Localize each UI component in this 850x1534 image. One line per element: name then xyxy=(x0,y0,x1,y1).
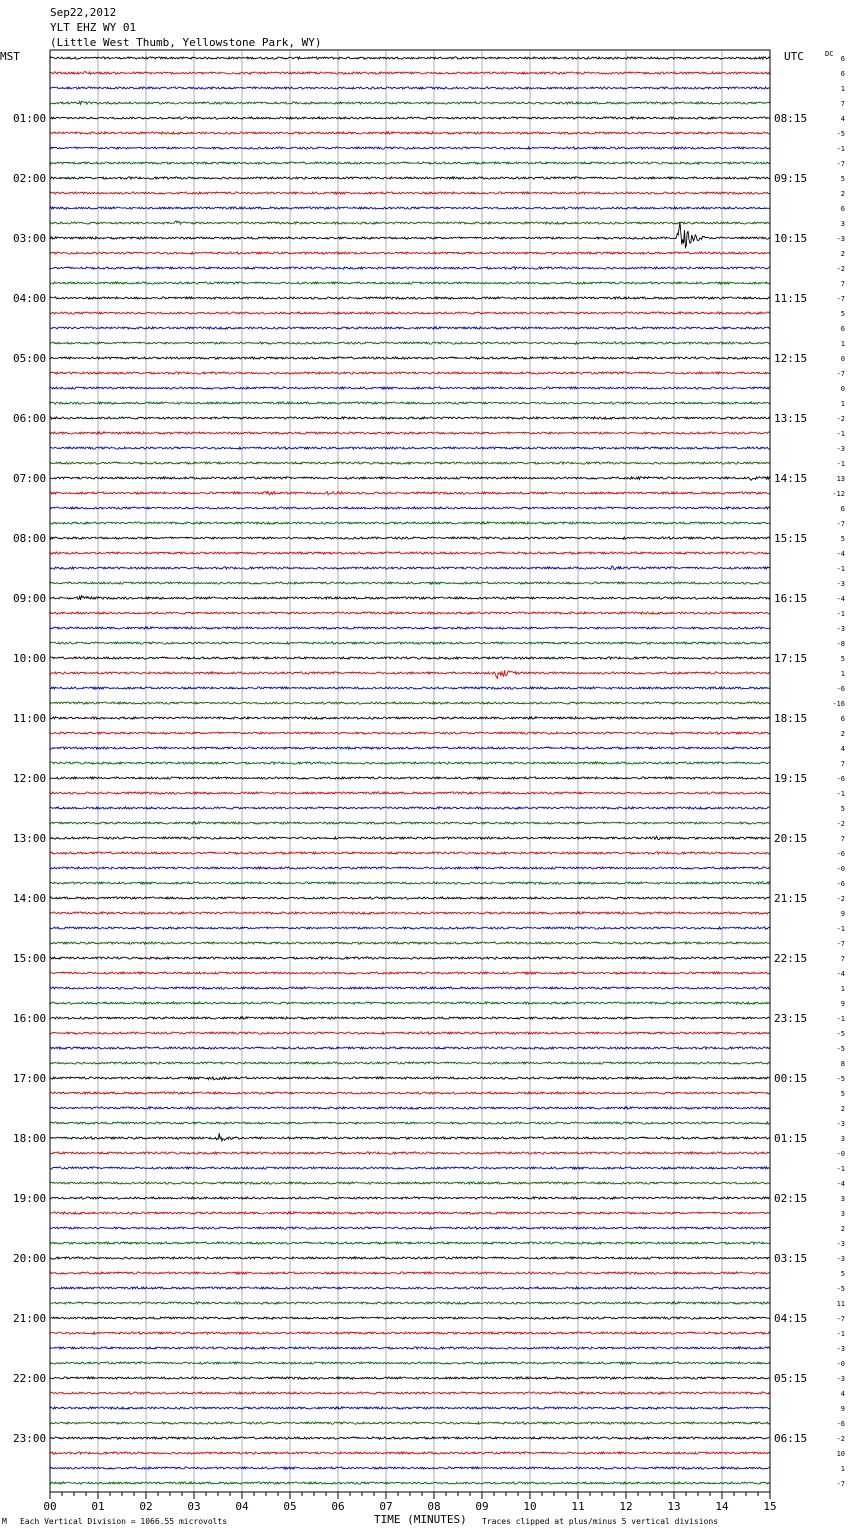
utc-label: 11:15 xyxy=(774,292,808,305)
trace-13 xyxy=(50,252,770,254)
dc-offset: -3 xyxy=(836,1240,845,1248)
dc-offset: -7 xyxy=(836,1315,845,1323)
dc-offset: -6 xyxy=(836,850,845,858)
mst-label: 23:00 xyxy=(13,1432,47,1445)
trace-31 xyxy=(50,522,770,524)
header-date: Sep22,2012 xyxy=(50,6,117,19)
dc-offset: -3 xyxy=(836,445,845,453)
dc-offset: -7 xyxy=(836,160,845,168)
dc-offset: -2 xyxy=(836,895,845,903)
dc-offset: -1 xyxy=(836,610,845,618)
utc-label: 05:15 xyxy=(774,1372,808,1385)
dc-offset-labels xyxy=(832,55,845,1488)
trace-21 xyxy=(50,372,770,374)
trace-26 xyxy=(50,447,770,449)
dc-offset: 7 xyxy=(840,280,845,288)
dc-offset: 6 xyxy=(840,505,845,513)
trace-44 xyxy=(50,717,770,719)
mst-label: 14:00 xyxy=(13,892,47,905)
dc-offset: 9 xyxy=(840,1405,845,1413)
mst-label: 22:00 xyxy=(13,1372,47,1385)
utc-label: 01:15 xyxy=(774,1132,808,1145)
dc-offset: 3 xyxy=(840,1135,845,1143)
trace-45 xyxy=(50,732,770,734)
dc-offset: -1 xyxy=(836,1165,845,1173)
dc-offset: -1 xyxy=(836,565,845,573)
trace-1 xyxy=(50,71,770,74)
trace-87 xyxy=(50,1362,770,1364)
mst-label: 17:00 xyxy=(13,1072,47,1085)
trace-65 xyxy=(50,1032,770,1034)
utc-hour-labels xyxy=(774,112,807,1445)
plot-frame xyxy=(50,50,770,1492)
dc-offset: 4 xyxy=(840,745,845,753)
x-tick-label: 15 xyxy=(763,1500,777,1513)
dc-offset: -0 xyxy=(836,1360,845,1368)
dc-offset: -1 xyxy=(836,430,845,438)
dc-offset: -4 xyxy=(836,595,845,603)
trace-46 xyxy=(50,747,770,749)
trace-69 xyxy=(50,1092,770,1094)
footer-mark: M xyxy=(2,1517,7,1526)
dc-offset: -16 xyxy=(832,700,845,708)
utc-label: 08:15 xyxy=(774,112,808,125)
mst-label: 18:00 xyxy=(13,1132,47,1145)
mst-label: 07:00 xyxy=(13,472,47,485)
header-station: YLT EHZ WY 01 xyxy=(50,21,137,34)
trace-75 xyxy=(50,1182,770,1184)
dc-offset: 11 xyxy=(836,1300,845,1308)
trace-22 xyxy=(50,387,770,389)
trace-27 xyxy=(50,462,770,464)
trace-78 xyxy=(50,1227,770,1229)
mst-label: 15:00 xyxy=(13,952,47,965)
trace-49 xyxy=(50,792,770,794)
trace-52 xyxy=(50,836,770,839)
mst-label: 05:00 xyxy=(13,352,47,365)
trace-95 xyxy=(50,1482,770,1484)
trace-77 xyxy=(50,1212,770,1214)
utc-label: 06:15 xyxy=(774,1432,808,1445)
dc-offset: -7 xyxy=(836,1480,845,1488)
trace-83 xyxy=(50,1302,770,1304)
trace-39 xyxy=(50,642,770,644)
utc-label: 17:15 xyxy=(774,652,808,665)
utc-label: 19:15 xyxy=(774,772,808,785)
trace-80 xyxy=(50,1257,770,1259)
trace-42 xyxy=(50,687,770,689)
dc-offset: 6 xyxy=(840,70,845,78)
x-tick-label: 10 xyxy=(523,1500,537,1513)
trace-67 xyxy=(50,1062,770,1064)
header-location: (Little West Thumb, Yellowstone Park, WY) xyxy=(50,36,322,49)
trace-84 xyxy=(50,1317,770,1319)
dc-offset: 5 xyxy=(840,655,845,663)
x-tick-label: 04 xyxy=(235,1500,249,1513)
left-axis-label: MST xyxy=(0,50,20,63)
trace-29 xyxy=(50,491,770,495)
trace-60 xyxy=(50,957,770,959)
utc-label: 14:15 xyxy=(774,472,808,485)
clip-note: Traces clipped at plus/minus 5 vertical divisions xyxy=(482,1517,719,1526)
right-axis-label: UTC xyxy=(784,50,804,63)
dc-offset: 0 xyxy=(840,355,845,363)
x-tick-label: 06 xyxy=(331,1500,345,1513)
dc-offset: 2 xyxy=(840,190,845,198)
dc-offset: 5 xyxy=(840,310,845,318)
dc-offset: -1 xyxy=(836,1330,845,1338)
dc-offset: 5 xyxy=(840,1270,845,1278)
utc-label: 09:15 xyxy=(774,172,808,185)
trace-19 xyxy=(50,342,770,344)
utc-label: 20:15 xyxy=(774,832,808,845)
dc-offset: -7 xyxy=(836,520,845,528)
mst-hour-labels xyxy=(13,112,46,1445)
dc-offset: -5 xyxy=(836,1045,845,1053)
dc-offset: -5 xyxy=(836,1030,845,1038)
dc-offset: -2 xyxy=(836,265,845,273)
dc-offset: -6 xyxy=(836,880,845,888)
dc-offset: -5 xyxy=(836,1285,845,1293)
dc-offset: -1 xyxy=(836,790,845,798)
trace-4 xyxy=(50,117,770,119)
trace-2 xyxy=(50,87,770,89)
trace-85 xyxy=(50,1332,770,1334)
trace-10 xyxy=(50,207,770,209)
time-gridlines xyxy=(98,50,722,1492)
dc-offset: 6 xyxy=(840,55,845,63)
dc-offset: 2 xyxy=(840,250,845,258)
dc-offset: -3 xyxy=(836,1375,845,1383)
dc-offset: -0 xyxy=(836,865,845,873)
dc-offset: -2 xyxy=(836,415,845,423)
mst-label: 13:00 xyxy=(13,832,47,845)
dc-offset: -7 xyxy=(836,295,845,303)
x-axis-ticks xyxy=(43,1492,776,1513)
dc-offset: -8 xyxy=(836,640,845,648)
dc-offset: -4 xyxy=(836,1180,845,1188)
trace-59 xyxy=(50,942,770,944)
dc-offset: -3 xyxy=(836,1255,845,1263)
trace-12 xyxy=(50,222,770,247)
trace-32 xyxy=(50,537,770,539)
dc-offset: 10 xyxy=(836,1450,845,1458)
dc-offset: -4 xyxy=(836,550,845,558)
dc-offset: 6 xyxy=(840,715,845,723)
trace-17 xyxy=(50,312,770,314)
x-axis-title: TIME (MINUTES) xyxy=(374,1513,467,1526)
utc-label: 02:15 xyxy=(774,1192,808,1205)
dc-offset: 7 xyxy=(840,100,845,108)
x-tick-label: 13 xyxy=(667,1500,681,1513)
dc-offset: -3 xyxy=(836,1120,845,1128)
dc-offset: 3 xyxy=(840,1195,845,1203)
trace-53 xyxy=(50,852,770,854)
utc-label: 10:15 xyxy=(774,232,808,245)
trace-54 xyxy=(50,867,770,869)
utc-label: 03:15 xyxy=(774,1252,808,1265)
trace-70 xyxy=(50,1107,770,1109)
mst-label: 06:00 xyxy=(13,412,47,425)
trace-40 xyxy=(50,657,770,659)
dc-offset: -7 xyxy=(836,940,845,948)
dc-offset: 1 xyxy=(840,340,845,348)
trace-72 xyxy=(50,1133,770,1141)
trace-36 xyxy=(50,596,770,600)
trace-20 xyxy=(50,357,770,359)
trace-73 xyxy=(50,1152,770,1154)
utc-label: 18:15 xyxy=(774,712,808,725)
utc-label: 16:15 xyxy=(774,592,808,605)
dc-offset: 4 xyxy=(840,1390,845,1398)
utc-label: 13:15 xyxy=(774,412,808,425)
mst-label: 19:00 xyxy=(13,1192,47,1205)
dc-offset: -6 xyxy=(836,775,845,783)
dc-offset: -2 xyxy=(836,820,845,828)
trace-89 xyxy=(50,1392,770,1394)
vertical-scale-note: Each Vertical Division = 1066.55 microvolts xyxy=(20,1517,228,1526)
dc-offset: 1 xyxy=(840,1465,845,1473)
dc-offset: -0 xyxy=(836,1150,845,1158)
utc-label: 22:15 xyxy=(774,952,808,965)
trace-48 xyxy=(50,777,770,779)
trace-24 xyxy=(50,417,770,419)
dc-offset: -1 xyxy=(836,145,845,153)
dc-offset: 13 xyxy=(836,475,845,483)
trace-18 xyxy=(50,327,770,329)
dc-offset: 2 xyxy=(840,1225,845,1233)
dc-offset: 1 xyxy=(840,400,845,408)
mst-label: 03:00 xyxy=(13,232,47,245)
dc-offset: 8 xyxy=(840,1060,845,1068)
dc-offset: -12 xyxy=(832,490,845,498)
dc-offset: 5 xyxy=(840,175,845,183)
dc-offset: -3 xyxy=(836,235,845,243)
dc-offset: 4 xyxy=(840,115,845,123)
trace-14 xyxy=(50,267,770,269)
trace-79 xyxy=(50,1242,770,1244)
dc-offset: 9 xyxy=(840,1000,845,1008)
mst-label: 21:00 xyxy=(13,1312,47,1325)
trace-51 xyxy=(50,822,770,824)
trace-43 xyxy=(50,702,770,704)
x-tick-label: 01 xyxy=(91,1500,105,1513)
trace-91 xyxy=(50,1422,770,1424)
dc-offset: 6 xyxy=(840,205,845,213)
trace-93 xyxy=(50,1452,770,1454)
trace-88 xyxy=(50,1377,770,1379)
mst-label: 08:00 xyxy=(13,532,47,545)
mst-label: 16:00 xyxy=(13,1012,47,1025)
dc-offset: -1 xyxy=(836,925,845,933)
dc-offset: 5 xyxy=(840,535,845,543)
trace-76 xyxy=(50,1197,770,1199)
x-tick-label: 09 xyxy=(475,1500,489,1513)
mst-label: 11:00 xyxy=(13,712,47,725)
dc-offset: -1 xyxy=(836,1015,845,1023)
dc-offset: 2 xyxy=(840,730,845,738)
trace-56 xyxy=(50,897,770,899)
mst-label: 04:00 xyxy=(13,292,47,305)
trace-92 xyxy=(50,1437,770,1439)
mst-label: 12:00 xyxy=(13,772,47,785)
trace-25 xyxy=(50,432,770,434)
dc-offset: 7 xyxy=(840,955,845,963)
trace-57 xyxy=(50,912,770,914)
trace-28 xyxy=(50,477,770,481)
dc-offset: 0 xyxy=(840,385,845,393)
trace-66 xyxy=(50,1047,770,1049)
trace-23 xyxy=(50,402,770,404)
trace-71 xyxy=(50,1122,770,1124)
dc-offset: -1 xyxy=(836,460,845,468)
trace-82 xyxy=(50,1287,770,1289)
trace-74 xyxy=(50,1167,770,1169)
dc-offset: 1 xyxy=(840,85,845,93)
trace-11 xyxy=(50,221,770,225)
dc-offset: 1 xyxy=(840,985,845,993)
utc-label: 04:15 xyxy=(774,1312,808,1325)
trace-61 xyxy=(50,972,770,974)
trace-47 xyxy=(50,762,770,764)
dc-offset: 7 xyxy=(840,760,845,768)
trace-55 xyxy=(50,882,770,884)
x-tick-label: 00 xyxy=(43,1500,57,1513)
trace-33 xyxy=(50,552,770,554)
dc-offset: -5 xyxy=(836,130,845,138)
dc-offset: 2 xyxy=(840,1105,845,1113)
x-tick-label: 05 xyxy=(283,1500,297,1513)
dc-offset: -7 xyxy=(836,370,845,378)
trace-50 xyxy=(50,807,770,809)
trace-16 xyxy=(50,297,770,299)
mst-label: 10:00 xyxy=(13,652,47,665)
x-tick-label: 03 xyxy=(187,1500,201,1513)
utc-label: 23:15 xyxy=(774,1012,808,1025)
x-tick-label: 14 xyxy=(715,1500,729,1513)
dc-label: DC xyxy=(825,50,834,58)
trace-35 xyxy=(50,582,770,584)
x-tick-label: 08 xyxy=(427,1500,441,1513)
mst-label: 02:00 xyxy=(13,172,47,185)
dc-offset: 5 xyxy=(840,1090,845,1098)
trace-94 xyxy=(50,1467,770,1469)
trace-15 xyxy=(50,282,770,284)
trace-38 xyxy=(50,627,770,629)
mst-label: 01:00 xyxy=(13,112,47,125)
mst-label: 09:00 xyxy=(13,592,47,605)
x-tick-label: 12 xyxy=(619,1500,633,1513)
trace-81 xyxy=(50,1272,770,1274)
dc-offset: 9 xyxy=(840,910,845,918)
utc-label: 15:15 xyxy=(774,532,808,545)
dc-offset: -5 xyxy=(836,1075,845,1083)
dc-offset: 3 xyxy=(840,220,845,228)
trace-58 xyxy=(50,927,770,929)
utc-label: 00:15 xyxy=(774,1072,808,1085)
dc-offset: 5 xyxy=(840,805,845,813)
x-tick-label: 07 xyxy=(379,1500,393,1513)
trace-64 xyxy=(50,1017,770,1019)
trace-0 xyxy=(50,57,770,59)
trace-7 xyxy=(50,162,770,164)
dc-offset: 7 xyxy=(840,835,845,843)
trace-6 xyxy=(50,147,770,149)
dc-offset: -6 xyxy=(836,1420,845,1428)
dc-offset: -2 xyxy=(836,1435,845,1443)
trace-34 xyxy=(50,566,770,570)
trace-41 xyxy=(50,670,770,678)
utc-label: 21:15 xyxy=(774,892,808,905)
dc-offset: -3 xyxy=(836,625,845,633)
dc-offset: -3 xyxy=(836,580,845,588)
dc-offset: -4 xyxy=(836,970,845,978)
trace-90 xyxy=(50,1407,770,1409)
trace-62 xyxy=(50,987,770,989)
x-tick-label: 02 xyxy=(139,1500,153,1513)
trace-86 xyxy=(50,1347,770,1349)
utc-label: 12:15 xyxy=(774,352,808,365)
trace-63 xyxy=(50,1002,770,1004)
seismic-traces xyxy=(50,57,770,1484)
trace-3 xyxy=(50,101,770,104)
trace-37 xyxy=(50,612,770,614)
dc-offset: -6 xyxy=(836,685,845,693)
trace-9 xyxy=(50,192,770,194)
dc-offset: 1 xyxy=(840,670,845,678)
mst-label: 20:00 xyxy=(13,1252,47,1265)
trace-8 xyxy=(50,177,770,179)
trace-5 xyxy=(50,132,770,134)
dc-offset: 3 xyxy=(840,1210,845,1218)
trace-68 xyxy=(50,1077,770,1080)
dc-offset: 6 xyxy=(840,325,845,333)
x-tick-label: 11 xyxy=(571,1500,585,1513)
dc-offset: -3 xyxy=(836,1345,845,1353)
trace-30 xyxy=(50,507,770,509)
